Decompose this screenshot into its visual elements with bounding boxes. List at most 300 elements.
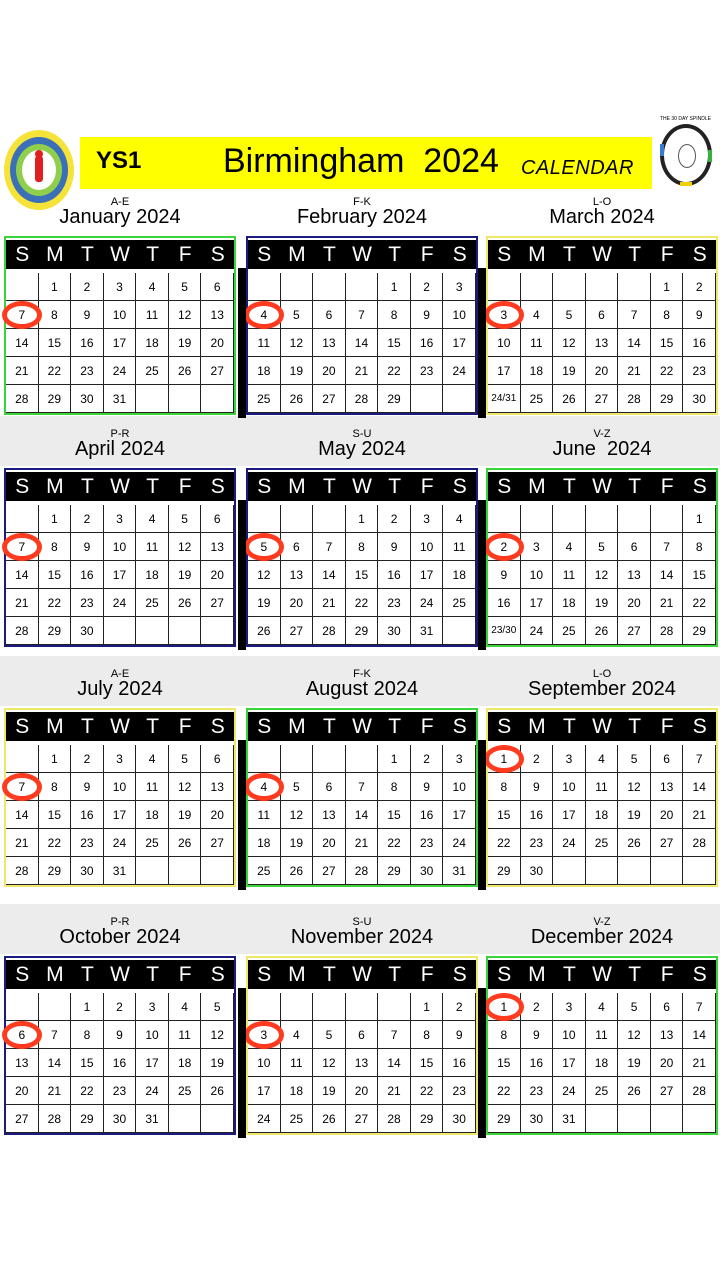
day-cell[interactable] <box>521 1077 554 1105</box>
day-cell[interactable] <box>553 801 586 829</box>
day-cell[interactable] <box>443 561 476 589</box>
day-cell[interactable] <box>586 357 619 385</box>
day-cell[interactable] <box>488 617 521 645</box>
day-cell[interactable] <box>651 589 684 617</box>
day-cell[interactable] <box>281 1105 314 1133</box>
day-cell[interactable] <box>313 505 346 533</box>
day-cell[interactable] <box>521 1105 554 1133</box>
day-cell[interactable] <box>39 561 72 589</box>
day-cell[interactable] <box>683 829 716 857</box>
day-cell[interactable] <box>553 589 586 617</box>
day-cell[interactable] <box>618 617 651 645</box>
day-cell[interactable] <box>136 745 169 773</box>
day-cell[interactable] <box>378 533 411 561</box>
day-cell[interactable] <box>618 773 651 801</box>
day-cell[interactable] <box>651 1077 684 1105</box>
day-cell[interactable] <box>683 1021 716 1049</box>
day-cell[interactable] <box>169 1105 202 1133</box>
day-cell[interactable] <box>6 1049 39 1077</box>
day-cell[interactable] <box>39 1105 72 1133</box>
day-cell[interactable] <box>378 273 411 301</box>
day-cell[interactable] <box>71 1105 104 1133</box>
day-cell[interactable] <box>683 1077 716 1105</box>
day-cell[interactable] <box>683 533 716 561</box>
day-cell[interactable] <box>651 505 684 533</box>
day-cell[interactable] <box>201 1077 234 1105</box>
day-cell[interactable] <box>6 993 39 1021</box>
day-cell[interactable] <box>6 829 39 857</box>
day-cell[interactable] <box>521 617 554 645</box>
day-cell[interactable] <box>248 505 281 533</box>
day-cell[interactable] <box>39 1077 72 1105</box>
day-cell[interactable] <box>201 589 234 617</box>
day-cell[interactable] <box>313 329 346 357</box>
day-cell[interactable] <box>651 617 684 645</box>
day-cell[interactable] <box>136 589 169 617</box>
day-cell[interactable] <box>313 301 346 329</box>
day-cell[interactable] <box>281 1077 314 1105</box>
day-cell[interactable] <box>169 1021 202 1049</box>
day-cell[interactable] <box>378 993 411 1021</box>
day-cell[interactable] <box>169 505 202 533</box>
day-cell[interactable] <box>378 1105 411 1133</box>
day-cell[interactable] <box>169 589 202 617</box>
day-cell[interactable] <box>411 801 444 829</box>
day-cell[interactable] <box>443 357 476 385</box>
day-cell[interactable] <box>586 561 619 589</box>
day-cell[interactable] <box>521 301 554 329</box>
day-cell[interactable] <box>201 533 234 561</box>
day-cell[interactable] <box>71 801 104 829</box>
day-cell[interactable] <box>248 385 281 413</box>
day-cell[interactable] <box>39 533 72 561</box>
day-cell[interactable] <box>683 329 716 357</box>
day-cell[interactable] <box>169 617 202 645</box>
day-cell[interactable] <box>443 1049 476 1077</box>
day-cell[interactable] <box>618 385 651 413</box>
day-cell[interactable] <box>6 801 39 829</box>
day-cell[interactable] <box>136 533 169 561</box>
day-cell[interactable] <box>553 745 586 773</box>
day-cell[interactable] <box>651 561 684 589</box>
day-cell[interactable] <box>281 993 314 1021</box>
day-cell[interactable] <box>39 773 72 801</box>
day-cell[interactable] <box>104 273 137 301</box>
day-cell[interactable] <box>313 589 346 617</box>
day-cell[interactable] <box>313 829 346 857</box>
day-cell[interactable] <box>683 1105 716 1133</box>
day-cell[interactable] <box>201 801 234 829</box>
day-cell[interactable] <box>443 1105 476 1133</box>
day-cell[interactable] <box>169 801 202 829</box>
day-cell[interactable] <box>586 1105 619 1133</box>
day-cell[interactable] <box>488 505 521 533</box>
day-cell[interactable] <box>683 561 716 589</box>
day-cell[interactable] <box>6 1021 39 1049</box>
day-cell[interactable] <box>618 357 651 385</box>
day-cell[interactable] <box>281 533 314 561</box>
day-cell[interactable] <box>488 773 521 801</box>
day-cell[interactable] <box>71 745 104 773</box>
day-cell[interactable] <box>346 773 379 801</box>
day-cell[interactable] <box>346 829 379 857</box>
day-cell[interactable] <box>71 533 104 561</box>
day-cell[interactable] <box>346 857 379 885</box>
day-cell[interactable] <box>488 745 521 773</box>
day-cell[interactable] <box>313 273 346 301</box>
day-cell[interactable] <box>39 829 72 857</box>
day-cell[interactable] <box>378 385 411 413</box>
day-cell[interactable] <box>443 385 476 413</box>
day-cell[interactable] <box>169 301 202 329</box>
day-cell[interactable] <box>488 829 521 857</box>
day-cell[interactable] <box>651 745 684 773</box>
day-cell[interactable] <box>521 773 554 801</box>
day-cell[interactable] <box>39 505 72 533</box>
day-cell[interactable] <box>378 1049 411 1077</box>
day-cell[interactable] <box>651 993 684 1021</box>
day-cell[interactable] <box>411 301 444 329</box>
day-cell[interactable] <box>248 857 281 885</box>
day-cell[interactable] <box>169 329 202 357</box>
day-cell[interactable] <box>169 385 202 413</box>
day-cell[interactable] <box>104 301 137 329</box>
day-cell[interactable] <box>411 829 444 857</box>
day-cell[interactable] <box>281 301 314 329</box>
day-cell[interactable] <box>553 1021 586 1049</box>
day-cell[interactable] <box>586 993 619 1021</box>
day-cell[interactable] <box>39 617 72 645</box>
day-cell[interactable] <box>169 533 202 561</box>
day-cell[interactable] <box>201 357 234 385</box>
day-cell[interactable] <box>651 829 684 857</box>
day-cell[interactable] <box>71 857 104 885</box>
day-cell[interactable] <box>651 301 684 329</box>
day-cell[interactable] <box>201 617 234 645</box>
day-cell[interactable] <box>553 329 586 357</box>
day-cell[interactable] <box>248 1105 281 1133</box>
day-cell[interactable] <box>683 357 716 385</box>
day-cell[interactable] <box>39 385 72 413</box>
day-cell[interactable] <box>651 533 684 561</box>
day-cell[interactable] <box>39 745 72 773</box>
day-cell[interactable] <box>6 273 39 301</box>
day-cell[interactable] <box>618 829 651 857</box>
day-cell[interactable] <box>6 857 39 885</box>
day-cell[interactable] <box>39 1021 72 1049</box>
day-cell[interactable] <box>248 829 281 857</box>
day-cell[interactable] <box>618 301 651 329</box>
day-cell[interactable] <box>683 1049 716 1077</box>
day-cell[interactable] <box>346 745 379 773</box>
day-cell[interactable] <box>281 1049 314 1077</box>
day-cell[interactable] <box>346 329 379 357</box>
day-cell[interactable] <box>136 801 169 829</box>
day-cell[interactable] <box>169 561 202 589</box>
day-cell[interactable] <box>378 773 411 801</box>
day-cell[interactable] <box>683 385 716 413</box>
day-cell[interactable] <box>104 1021 137 1049</box>
day-cell[interactable] <box>313 745 346 773</box>
day-cell[interactable] <box>346 533 379 561</box>
day-cell[interactable] <box>488 533 521 561</box>
day-cell[interactable] <box>39 273 72 301</box>
day-cell[interactable] <box>586 589 619 617</box>
day-cell[interactable] <box>39 329 72 357</box>
day-cell[interactable] <box>618 801 651 829</box>
day-cell[interactable] <box>378 1021 411 1049</box>
day-cell[interactable] <box>378 301 411 329</box>
day-cell[interactable] <box>683 993 716 1021</box>
day-cell[interactable] <box>136 301 169 329</box>
day-cell[interactable] <box>488 357 521 385</box>
day-cell[interactable] <box>201 773 234 801</box>
day-cell[interactable] <box>521 385 554 413</box>
day-cell[interactable] <box>71 829 104 857</box>
day-cell[interactable] <box>378 829 411 857</box>
day-cell[interactable] <box>281 505 314 533</box>
day-cell[interactable] <box>6 301 39 329</box>
day-cell[interactable] <box>136 857 169 885</box>
day-cell[interactable] <box>553 505 586 533</box>
day-cell[interactable] <box>651 329 684 357</box>
day-cell[interactable] <box>136 561 169 589</box>
day-cell[interactable] <box>248 801 281 829</box>
day-cell[interactable] <box>521 561 554 589</box>
day-cell[interactable] <box>651 773 684 801</box>
day-cell[interactable] <box>553 1105 586 1133</box>
day-cell[interactable] <box>488 857 521 885</box>
day-cell[interactable] <box>281 745 314 773</box>
day-cell[interactable] <box>378 329 411 357</box>
day-cell[interactable] <box>488 1105 521 1133</box>
day-cell[interactable] <box>201 1021 234 1049</box>
day-cell[interactable] <box>618 1049 651 1077</box>
day-cell[interactable] <box>488 589 521 617</box>
day-cell[interactable] <box>521 1049 554 1077</box>
day-cell[interactable] <box>169 857 202 885</box>
day-cell[interactable] <box>618 505 651 533</box>
day-cell[interactable] <box>521 329 554 357</box>
day-cell[interactable] <box>378 357 411 385</box>
day-cell[interactable] <box>618 1105 651 1133</box>
day-cell[interactable] <box>411 993 444 1021</box>
day-cell[interactable] <box>248 745 281 773</box>
day-cell[interactable] <box>443 273 476 301</box>
day-cell[interactable] <box>443 301 476 329</box>
day-cell[interactable] <box>411 329 444 357</box>
day-cell[interactable] <box>281 857 314 885</box>
day-cell[interactable] <box>586 1077 619 1105</box>
day-cell[interactable] <box>281 773 314 801</box>
day-cell[interactable] <box>586 617 619 645</box>
day-cell[interactable] <box>281 273 314 301</box>
day-cell[interactable] <box>136 273 169 301</box>
day-cell[interactable] <box>521 745 554 773</box>
day-cell[interactable] <box>521 505 554 533</box>
day-cell[interactable] <box>586 505 619 533</box>
day-cell[interactable] <box>136 357 169 385</box>
day-cell[interactable] <box>521 801 554 829</box>
day-cell[interactable] <box>71 505 104 533</box>
day-cell[interactable] <box>6 745 39 773</box>
day-cell[interactable] <box>553 993 586 1021</box>
day-cell[interactable] <box>201 829 234 857</box>
day-cell[interactable] <box>651 1021 684 1049</box>
day-cell[interactable] <box>201 385 234 413</box>
day-cell[interactable] <box>521 857 554 885</box>
day-cell[interactable] <box>104 1077 137 1105</box>
day-cell[interactable] <box>521 273 554 301</box>
day-cell[interactable] <box>553 385 586 413</box>
day-cell[interactable] <box>71 773 104 801</box>
day-cell[interactable] <box>346 993 379 1021</box>
day-cell[interactable] <box>281 829 314 857</box>
day-cell[interactable] <box>651 1105 684 1133</box>
day-cell[interactable] <box>378 589 411 617</box>
day-cell[interactable] <box>6 1077 39 1105</box>
day-cell[interactable] <box>6 329 39 357</box>
day-cell[interactable] <box>71 1021 104 1049</box>
day-cell[interactable] <box>6 385 39 413</box>
day-cell[interactable] <box>411 385 444 413</box>
day-cell[interactable] <box>586 273 619 301</box>
day-cell[interactable] <box>104 617 137 645</box>
day-cell[interactable] <box>586 745 619 773</box>
day-cell[interactable] <box>6 589 39 617</box>
day-cell[interactable] <box>104 857 137 885</box>
day-cell[interactable] <box>313 1021 346 1049</box>
day-cell[interactable] <box>443 1077 476 1105</box>
day-cell[interactable] <box>586 533 619 561</box>
day-cell[interactable] <box>248 773 281 801</box>
day-cell[interactable] <box>443 857 476 885</box>
day-cell[interactable] <box>71 357 104 385</box>
day-cell[interactable] <box>281 801 314 829</box>
day-cell[interactable] <box>488 329 521 357</box>
day-cell[interactable] <box>39 993 72 1021</box>
day-cell[interactable] <box>586 301 619 329</box>
day-cell[interactable] <box>201 505 234 533</box>
day-cell[interactable] <box>169 1049 202 1077</box>
day-cell[interactable] <box>313 1077 346 1105</box>
day-cell[interactable] <box>618 273 651 301</box>
day-cell[interactable] <box>201 1049 234 1077</box>
day-cell[interactable] <box>586 385 619 413</box>
day-cell[interactable] <box>586 329 619 357</box>
day-cell[interactable] <box>443 533 476 561</box>
day-cell[interactable] <box>6 773 39 801</box>
day-cell[interactable] <box>618 561 651 589</box>
day-cell[interactable] <box>248 533 281 561</box>
day-cell[interactable] <box>346 1105 379 1133</box>
day-cell[interactable] <box>281 357 314 385</box>
day-cell[interactable] <box>443 801 476 829</box>
day-cell[interactable] <box>104 385 137 413</box>
day-cell[interactable] <box>553 773 586 801</box>
day-cell[interactable] <box>104 745 137 773</box>
day-cell[interactable] <box>201 1105 234 1133</box>
day-cell[interactable] <box>104 829 137 857</box>
day-cell[interactable] <box>169 993 202 1021</box>
day-cell[interactable] <box>136 385 169 413</box>
day-cell[interactable] <box>443 617 476 645</box>
day-cell[interactable] <box>411 533 444 561</box>
day-cell[interactable] <box>71 1049 104 1077</box>
day-cell[interactable] <box>201 745 234 773</box>
day-cell[interactable] <box>346 301 379 329</box>
day-cell[interactable] <box>281 589 314 617</box>
day-cell[interactable] <box>39 357 72 385</box>
day-cell[interactable] <box>553 829 586 857</box>
day-cell[interactable] <box>346 357 379 385</box>
day-cell[interactable] <box>586 857 619 885</box>
day-cell[interactable] <box>313 617 346 645</box>
day-cell[interactable] <box>169 1077 202 1105</box>
day-cell[interactable] <box>201 301 234 329</box>
day-cell[interactable] <box>313 993 346 1021</box>
day-cell[interactable] <box>683 505 716 533</box>
day-cell[interactable] <box>71 561 104 589</box>
day-cell[interactable] <box>411 357 444 385</box>
day-cell[interactable] <box>39 1049 72 1077</box>
day-cell[interactable] <box>248 1049 281 1077</box>
day-cell[interactable] <box>651 857 684 885</box>
day-cell[interactable] <box>346 617 379 645</box>
day-cell[interactable] <box>104 801 137 829</box>
day-cell[interactable] <box>248 1021 281 1049</box>
day-cell[interactable] <box>71 589 104 617</box>
day-cell[interactable] <box>169 829 202 857</box>
day-cell[interactable] <box>6 533 39 561</box>
day-cell[interactable] <box>136 1049 169 1077</box>
day-cell[interactable] <box>201 329 234 357</box>
day-cell[interactable] <box>248 589 281 617</box>
day-cell[interactable] <box>411 857 444 885</box>
day-cell[interactable] <box>248 357 281 385</box>
day-cell[interactable] <box>248 1077 281 1105</box>
day-cell[interactable] <box>136 773 169 801</box>
day-cell[interactable] <box>553 1077 586 1105</box>
day-cell[interactable] <box>378 801 411 829</box>
day-cell[interactable] <box>683 857 716 885</box>
day-cell[interactable] <box>443 1021 476 1049</box>
day-cell[interactable] <box>346 505 379 533</box>
day-cell[interactable] <box>346 1021 379 1049</box>
day-cell[interactable] <box>553 1049 586 1077</box>
day-cell[interactable] <box>6 561 39 589</box>
day-cell[interactable] <box>104 505 137 533</box>
day-cell[interactable] <box>169 773 202 801</box>
day-cell[interactable] <box>248 273 281 301</box>
day-cell[interactable] <box>346 273 379 301</box>
day-cell[interactable] <box>136 829 169 857</box>
day-cell[interactable] <box>104 329 137 357</box>
day-cell[interactable] <box>411 773 444 801</box>
day-cell[interactable] <box>683 801 716 829</box>
day-cell[interactable] <box>6 1105 39 1133</box>
day-cell[interactable] <box>411 617 444 645</box>
day-cell[interactable] <box>6 617 39 645</box>
day-cell[interactable] <box>651 1049 684 1077</box>
day-cell[interactable] <box>136 617 169 645</box>
day-cell[interactable] <box>313 1105 346 1133</box>
day-cell[interactable] <box>39 301 72 329</box>
day-cell[interactable] <box>136 1077 169 1105</box>
day-cell[interactable] <box>136 1021 169 1049</box>
day-cell[interactable] <box>683 301 716 329</box>
day-cell[interactable] <box>586 1049 619 1077</box>
